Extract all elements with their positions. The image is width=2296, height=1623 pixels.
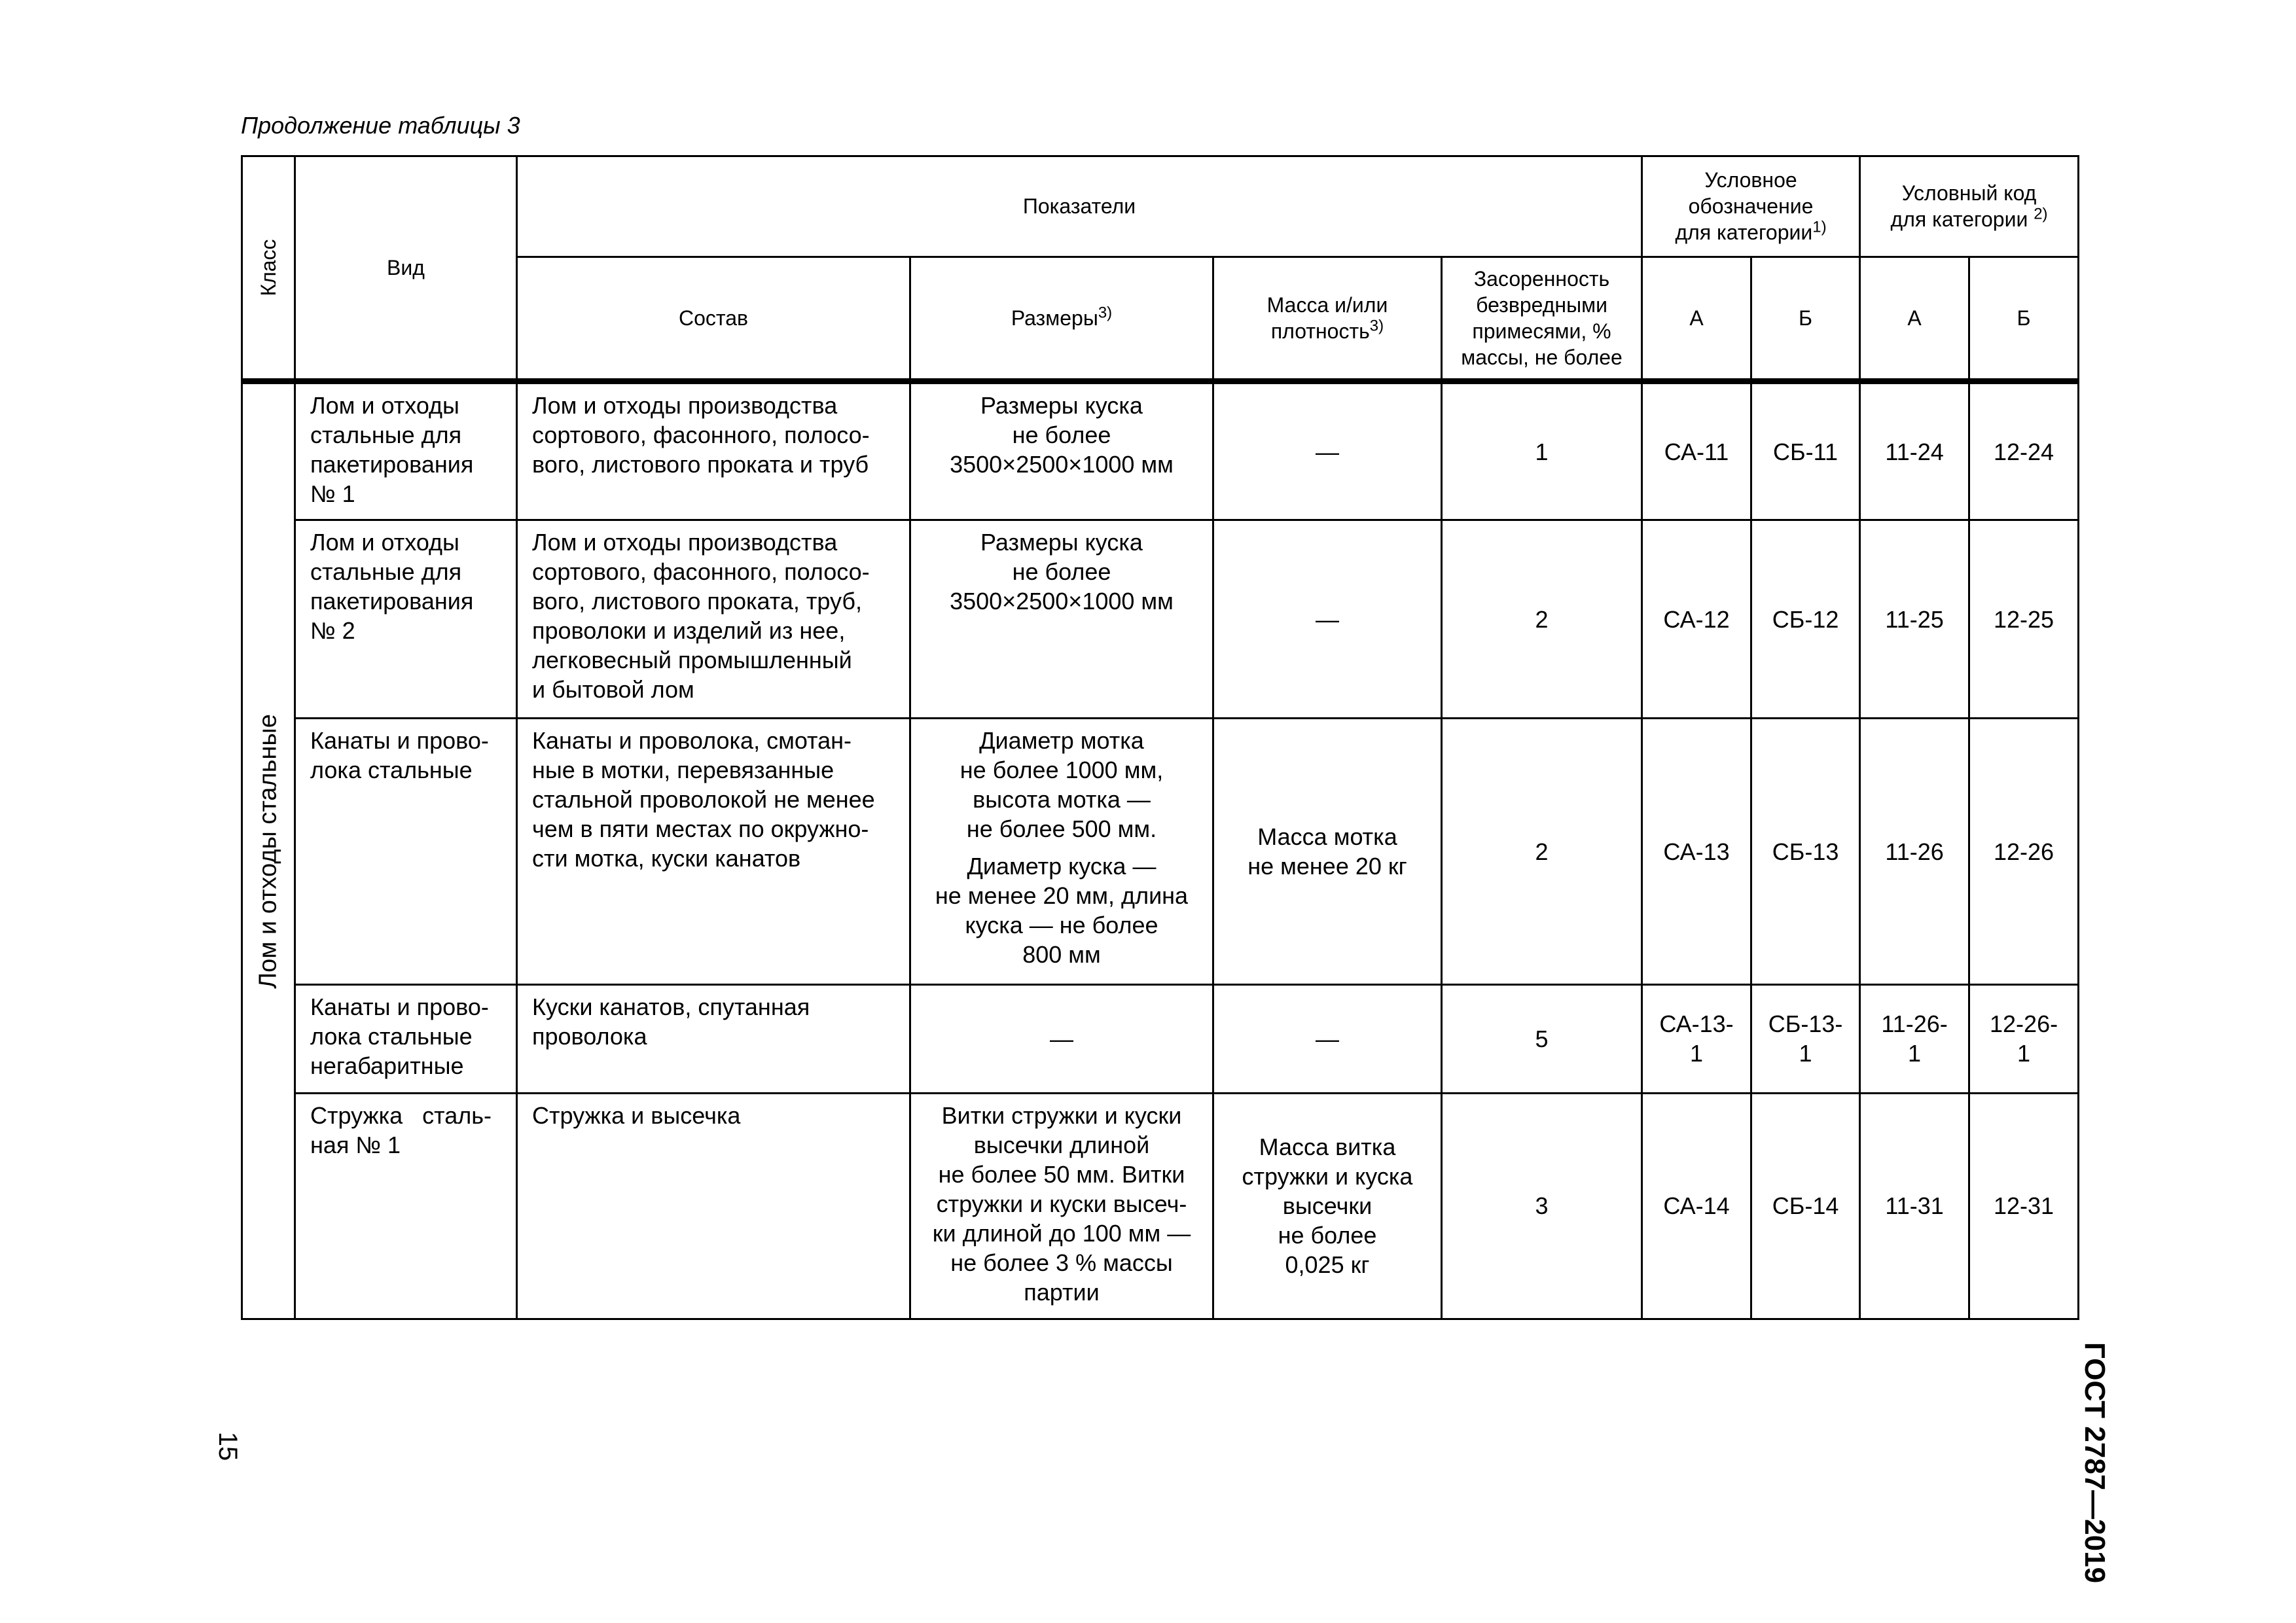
row-razmery-line: Размеры куска xyxy=(980,529,1143,556)
row-razmery-line: Диаметр куска — xyxy=(967,853,1157,880)
row-razmery xyxy=(910,984,1213,1093)
row-vid-line: лока стальные xyxy=(310,1022,473,1050)
row-massa xyxy=(1213,382,1442,520)
row-razmery-line: — xyxy=(1050,1025,1073,1052)
header-zasorennost-line: безвредными xyxy=(1476,293,1607,317)
header-code-line xyxy=(1866,206,2072,232)
row-zasor: 5 xyxy=(1442,984,1642,1093)
row-sostav-line: Лом и отходы производства xyxy=(532,529,838,556)
row-code-b: 12-24 xyxy=(1969,382,2079,520)
row-vid-line: негабаритные xyxy=(310,1052,464,1079)
row-massa-line: высечки xyxy=(1282,1192,1372,1220)
header-code-a: А xyxy=(1860,257,1969,382)
row-category-a: СА-14 xyxy=(1642,1093,1751,1319)
row-vid xyxy=(295,382,517,520)
row-category-a: СА-11 xyxy=(1642,382,1751,520)
row-code-a: 11-26 xyxy=(1860,719,1969,985)
header-zasorennost-line: массы, не более xyxy=(1461,345,1623,369)
header-designation-line: Условное xyxy=(1704,168,1797,192)
row-sostav-line: Канаты и проволока, смотан- xyxy=(532,727,852,755)
row-sostav-line: стальной проволокой не менее xyxy=(532,786,875,813)
row-zasor: 3 xyxy=(1442,1093,1642,1319)
row-sostav-line: проволоки и изделий из нее, xyxy=(532,617,846,645)
header-zasorennost-line: Засоренность xyxy=(1473,266,1610,291)
row-code-b: 12-31 xyxy=(1969,1093,2079,1319)
row-category-b: СБ-11 xyxy=(1751,382,1860,520)
row-category-a: СА-12 xyxy=(1642,520,1751,719)
row-vid-line: Канаты и прово- xyxy=(310,727,489,755)
row-razmery-line: не более 1000 мм, xyxy=(960,757,1164,784)
row-razmery-line: Витки стружки и куски xyxy=(941,1101,1182,1129)
row-code-b: 12-26 xyxy=(1969,719,2079,985)
row-vid-line: лока стальные xyxy=(310,757,473,784)
header-designation-line-text: для категории xyxy=(1675,221,1813,245)
header-massa xyxy=(1213,257,1442,382)
row-razmery xyxy=(910,382,1213,520)
row-sostav-line: Куски канатов, спутанная xyxy=(532,993,810,1020)
row-code-a: 11-26-1 xyxy=(1860,984,1969,1093)
header-designation xyxy=(1642,156,1860,257)
row-vid-line: стальные для xyxy=(310,421,462,449)
row-code-b: 12-25 xyxy=(1969,520,2079,719)
row-sostav xyxy=(517,984,910,1093)
row-massa-line: Масса витка xyxy=(1259,1133,1396,1161)
header-razmery-text: Размеры xyxy=(1011,306,1098,330)
row-sostav-line: ные в мотки, перевязанные xyxy=(532,757,834,784)
row-vid xyxy=(295,984,517,1093)
page-number: 15 xyxy=(213,1431,242,1461)
row-massa xyxy=(1213,984,1442,1093)
row-massa xyxy=(1213,1093,1442,1319)
header-designation-line xyxy=(1648,219,1854,245)
row-sostav-line: Стружка и высечка xyxy=(532,1101,741,1129)
row-vid-line: Лом и отходы xyxy=(310,529,459,556)
row-vid-line: Канаты и прово- xyxy=(310,993,489,1020)
row-razmery-line: не более 3 % массы xyxy=(950,1249,1173,1276)
header-sostav: Состав xyxy=(517,257,910,382)
header-code-b: Б xyxy=(1969,257,2079,382)
row-zasor: 2 xyxy=(1442,520,1642,719)
row-category-b: СБ-13 xyxy=(1751,719,1860,985)
row-razmery-line: 3500×2500×1000 мм xyxy=(950,451,1174,478)
row-code-a: 11-25 xyxy=(1860,520,1969,719)
row-vid-line: Лом и отходы xyxy=(310,392,459,419)
row-category-b: СБ-12 xyxy=(1751,520,1860,719)
row-sostav-line: сортового, фасонного, полосо- xyxy=(532,558,870,586)
header-code-line: Условный код xyxy=(1901,181,2037,205)
row-sostav-line: легковесный промышленный xyxy=(532,647,852,674)
row-vid xyxy=(295,719,517,985)
row-razmery xyxy=(910,1093,1213,1319)
row-sostav xyxy=(517,382,910,520)
row-razmery-line: не более 500 мм. xyxy=(966,815,1157,843)
header-vid: Вид xyxy=(295,156,517,382)
row-category-b: СБ-14 xyxy=(1751,1093,1860,1319)
class-label: Лом и отходы стальные xyxy=(254,713,282,989)
header-massa-line-text: плотность xyxy=(1270,319,1370,343)
row-massa-line: 0,025 кг xyxy=(1285,1251,1370,1279)
header-designation-line: обозначение xyxy=(1688,194,1814,219)
row-sostav-line: сортового, фасонного, полосо- xyxy=(532,421,870,449)
header-class-label: Класс xyxy=(257,239,280,296)
row-razmery-line: 3500×2500×1000 мм xyxy=(950,588,1174,615)
scrap-classification-table xyxy=(241,155,2079,1320)
row-sostav-line: и бытовой лом xyxy=(532,676,694,704)
row-razmery-line: не более xyxy=(1012,558,1111,586)
row-code-a: 11-31 xyxy=(1860,1093,1969,1319)
row-vid-line: стальные для xyxy=(310,558,462,586)
row-vid-line: пакетирования xyxy=(310,588,474,615)
header-class-cell xyxy=(242,156,295,382)
row-razmery xyxy=(910,520,1213,719)
row-massa-line: не более xyxy=(1278,1222,1377,1249)
row-sostav-line: проволока xyxy=(532,1022,647,1050)
row-sostav-line: Лом и отходы производства xyxy=(532,392,838,419)
row-massa-line: Масса мотка xyxy=(1257,823,1397,851)
row-razmery-line: Размеры куска xyxy=(980,392,1143,419)
row-massa xyxy=(1213,520,1442,719)
row-code-b: 12-26-1 xyxy=(1969,984,2079,1093)
footnote-3-marker: 3) xyxy=(1098,304,1113,322)
row-razmery-line: не более xyxy=(1012,421,1111,449)
document-code: ГОСТ 2787—2019 xyxy=(2079,1342,2111,1584)
header-zasorennost-line: примесями, % xyxy=(1472,319,1611,343)
row-sostav-line: сти мотка, куски канатов xyxy=(532,845,801,872)
header-code-line-text: для категории xyxy=(1890,207,2034,232)
row-category-a: СА-13-1 xyxy=(1642,984,1751,1093)
row-razmery-line: куска — не более xyxy=(965,912,1158,939)
row-razmery-line: высечки длиной xyxy=(973,1131,1150,1158)
row-sostav xyxy=(517,719,910,985)
footnote-1-marker: 1) xyxy=(1812,218,1827,236)
row-razmery-line: Диаметр мотка xyxy=(979,727,1144,755)
row-vid xyxy=(295,520,517,719)
header-massa-line xyxy=(1219,318,1435,344)
row-category-b: СБ-13-1 xyxy=(1751,984,1860,1093)
row-razmery-line: не более 50 мм. Витки xyxy=(938,1160,1185,1188)
row-razmery xyxy=(910,719,1213,985)
header-category-b: Б xyxy=(1751,257,1860,382)
row-zasor: 2 xyxy=(1442,719,1642,985)
row-vid-line: Стружка сталь- xyxy=(310,1101,492,1129)
row-vid xyxy=(295,1093,517,1319)
header-code xyxy=(1860,156,2079,257)
row-code-a: 11-24 xyxy=(1860,382,1969,520)
table-caption: Продолжение таблицы 3 xyxy=(241,112,520,139)
row-category-a: СА-13 xyxy=(1642,719,1751,985)
row-razmery-line: ки длиной до 100 мм — xyxy=(932,1219,1191,1247)
row-sostav xyxy=(517,520,910,719)
row-sostav xyxy=(517,1093,910,1319)
row-zasor: 1 xyxy=(1442,382,1642,520)
row-vid-line: № 2 xyxy=(310,617,355,645)
row-massa-line: — xyxy=(1316,605,1339,633)
header-pokazateli: Показатели xyxy=(517,156,1642,257)
row-razmery-line: не менее 20 мм, длина xyxy=(935,882,1189,910)
row-vid-line: № 1 xyxy=(310,480,355,508)
row-sostav-line: вого, листового проката, труб, xyxy=(532,588,862,615)
row-vid-line: ная № 1 xyxy=(310,1131,401,1158)
row-razmery-line: 800 мм xyxy=(1022,941,1101,969)
row-sostav-line: вого, листового проката и труб xyxy=(532,451,869,478)
footnote-3-marker: 3) xyxy=(1369,317,1384,335)
row-vid-line: пакетирования xyxy=(310,451,474,478)
class-cell xyxy=(242,382,295,1319)
row-sostav-line: чем в пяти местах по окружно- xyxy=(532,815,869,843)
header-massa-line: Масса и/или xyxy=(1266,293,1388,317)
row-razmery-line: партии xyxy=(1024,1278,1100,1306)
footnote-2-marker: 2) xyxy=(2034,205,2048,223)
row-massa-line: — xyxy=(1316,1025,1339,1052)
row-razmery-line: стружки и куски высеч- xyxy=(936,1190,1187,1217)
header-zasorennost xyxy=(1442,257,1642,382)
row-massa xyxy=(1213,719,1442,985)
header-razmery xyxy=(910,257,1213,382)
row-massa-line: стружки и куска xyxy=(1242,1163,1413,1190)
header-category-a: А xyxy=(1642,257,1751,382)
row-massa-line: — xyxy=(1316,438,1339,465)
row-razmery-line: высота мотка — xyxy=(973,786,1151,813)
row-massa-line: не менее 20 кг xyxy=(1247,853,1407,880)
